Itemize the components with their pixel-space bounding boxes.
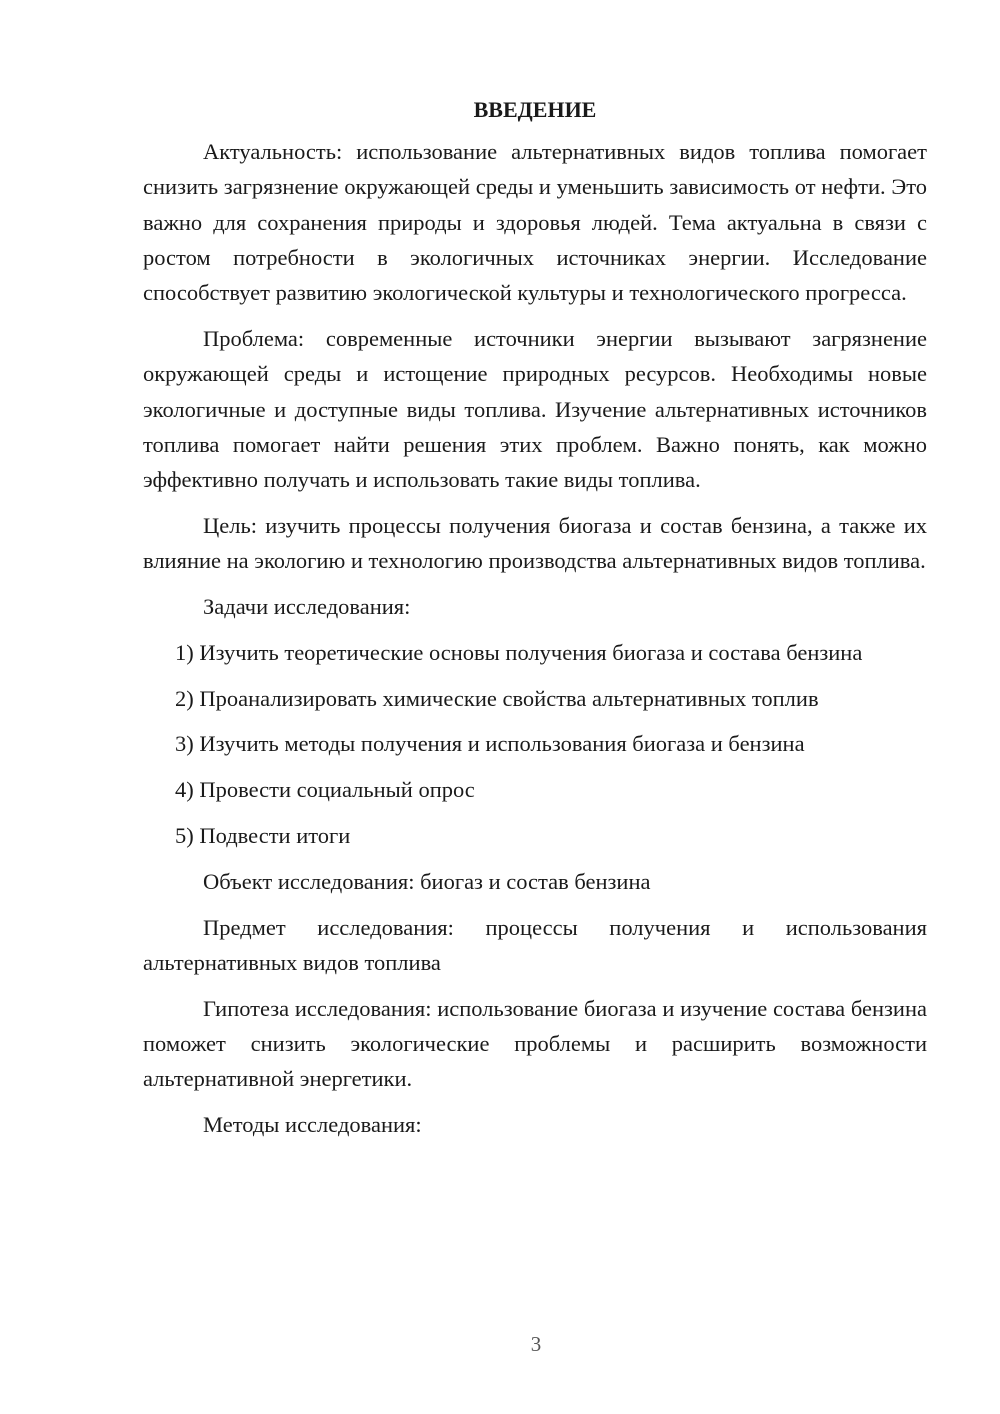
paragraph-tasks-heading: Задачи исследования: <box>203 594 411 620</box>
task-item-5: 5) Подвести итоги <box>175 823 351 849</box>
paragraph-relevance: Актуальность: использование альтернативных видов топлива помогает снизить загрязнение окружающей среды и уменьшить зависимость от нефти. Это важно для сохранения природы и здоровья людей. Тема актуальна в связи с ростом потребности в экологичных источниках энергии. Исследование способствует развитию экологической культуры и технологического прогресса. <box>143 139 927 306</box>
task-item-3: 3) Изучить методы получения и использования биогаза и бензина <box>175 731 805 757</box>
paragraph-goal: Цель: изучить процессы получения биогаза и состав бензина, а также их влияние на экологию и технологию производства альтернативных видов топлива. <box>143 512 927 574</box>
document-body <box>143 92 927 1142</box>
paragraph-hypothesis: Гипотеза исследования: использование биогаза и изучение состава бензина поможет снизить экологические проблемы и расширить возможности альтернативной энергетики. <box>143 995 927 1092</box>
paragraph-methods: Методы исследования: <box>203 1112 422 1138</box>
paragraph-object: Объект исследования: биогаз и состав бензина <box>203 868 651 894</box>
task-item-4: 4) Провести социальный опрос <box>175 777 475 803</box>
section-title: ВВЕДЕНИЕ <box>473 97 597 122</box>
paragraph-subject: Предмет исследования: процессы получения и использования альтернативных видов топлива <box>143 914 927 975</box>
task-item-2: 2) Проанализировать химические свойства альтернативных топлив <box>175 685 819 711</box>
paragraph-problem: Проблема: современные источники энергии вызывают загрязнение окружающей среды и истощение природных ресурсов. Необходимы новые экологичные и доступные виды топлива. Изучение альтернативных источников топлива помогает найти решения этих проблем. Важно понять, как можно эффективно получать и использовать такие виды топлива. <box>143 325 927 493</box>
page-number: 3 <box>530 1332 542 1356</box>
task-item-1: 1) Изучить теоретические основы получения биогаза и состава бензина <box>175 639 863 665</box>
